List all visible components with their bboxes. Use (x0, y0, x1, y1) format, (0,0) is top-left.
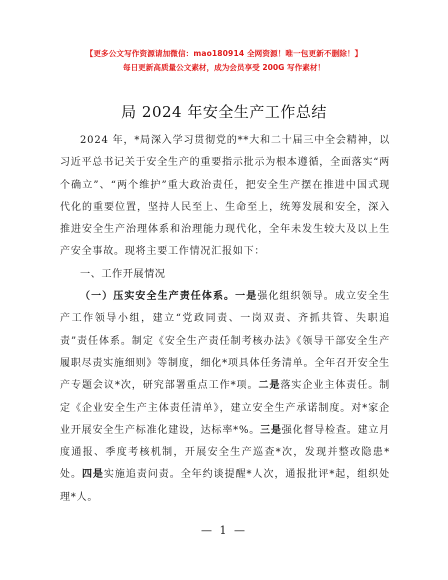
promo-line-1: 【更多公文写作资源请加微信：mao180914 全网资源！唯一包更新不删除！】 (85, 49, 363, 58)
section-heading-1: 一、工作开展情况 (80, 268, 166, 280)
intro-paragraph: 2024 年，*局深入学习贯彻党的**大和二十届三中全会精神，以习近平总书记关于安全生产的重要指示批示为根本遵循，全面落实“两个确立”、“两个维护”重大政治责任，把安全生产摆在推进中国式现代化的重要位置，坚持人民至上、生命至上，统筹发展和安全，深入推进安全生产治理体系和治理能力现代化，全年未发生较大及以上生产安全事故。现将主要工作情况汇报如下： (60, 135, 390, 258)
promo-banner (0, 0, 448, 74)
page-number: — 1 — (201, 524, 247, 537)
point-label-4: 四是 (81, 469, 104, 481)
point-text-2: 落实企业主体责任。制定《企业安全生产主体责任清单》，建立安全生产承诺制度。对*家企业开展安全生产标准化建设，达标率*%。 (60, 380, 391, 436)
point-label-3: 三是 (260, 424, 282, 436)
point-label-1: 一是 (235, 291, 258, 303)
point-label-2: 二是 (258, 380, 281, 392)
point-text-3: 强化督导检查。建立月度通报、季度考核机制，开展安全生产巡查*次，发现并整改隐患*处。 (60, 424, 391, 481)
document-title: 局 2024 年安全生产工作总结 (121, 103, 327, 121)
responsibility-paragraph (60, 286, 390, 509)
promo-line-2: 每日更新高质量公文素材，成为会员享受 200G 写作素材！ (122, 63, 326, 72)
point-text-4: 实施追责问责。全年约谈提醒*人次，通报批评*起，组织处理*人。 (60, 469, 390, 503)
subsection-heading-1: （一）压实安全生产责任体系。 (80, 291, 236, 303)
document-body (0, 130, 448, 509)
point-text-1: 强化组织领导。成立安全生产工作领导小组，建立“党政同责、一岗双责、齐抓共管、失职追责”责任体系。制定《安全生产责任制考核办法》《领导干部安全生产履职尽责实施细则》等制度，细化*项具体任务清单。全年召开安全生产专题会议*次，研究部署重点工作*项。 (60, 291, 390, 392)
